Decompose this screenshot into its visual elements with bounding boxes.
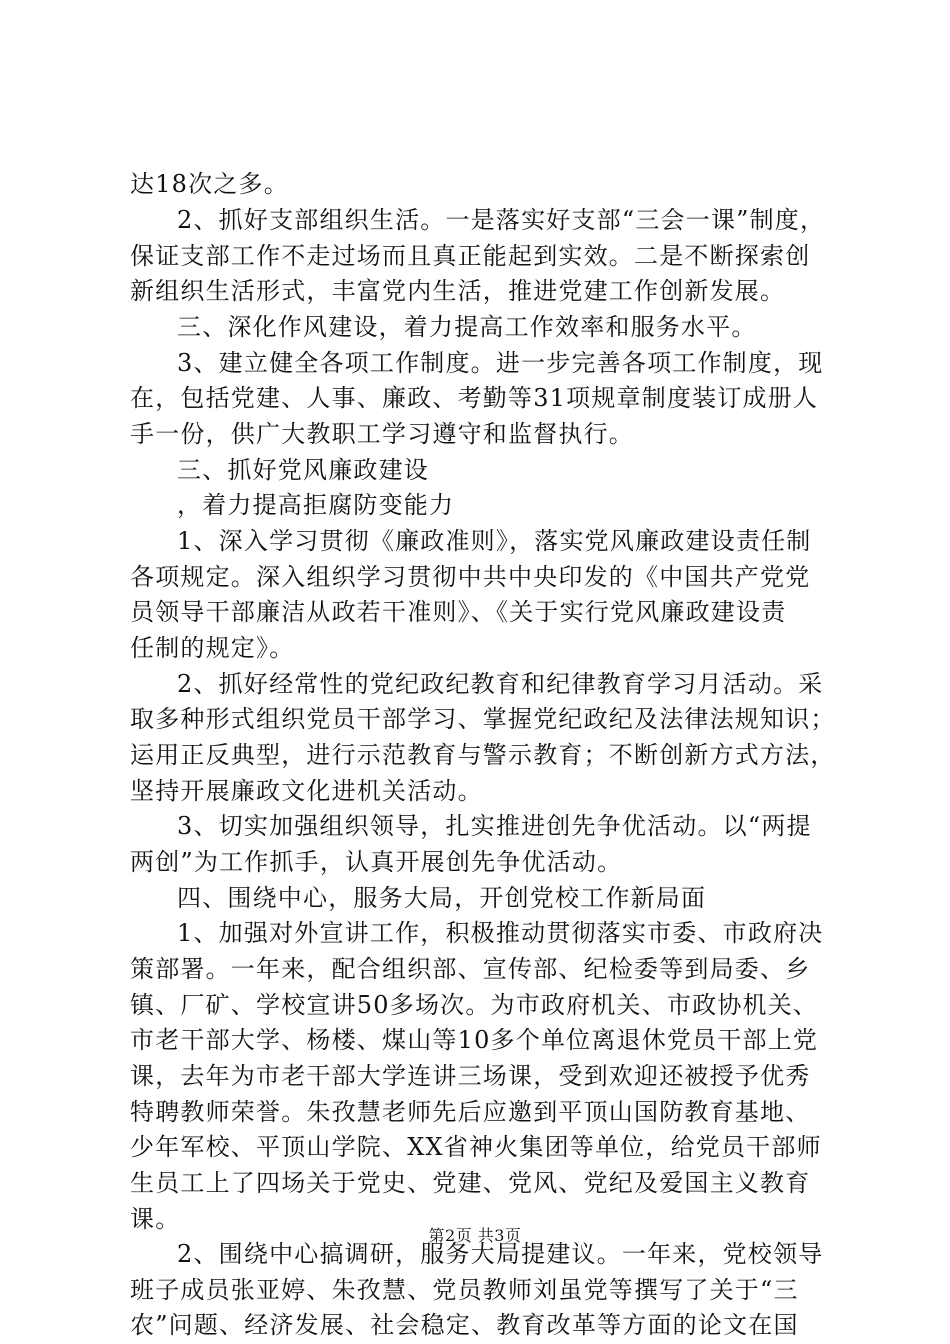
text-line: 员领导干部廉洁从政若干准则》、《关于实行党风廉政建设责 xyxy=(130,598,787,626)
text-line: 新组织生活形式，丰富党内生活，推进党建工作创新发展。 xyxy=(130,277,786,305)
text-line: 2、围绕中心搞调研，服务大局提建议。一年来，党校领导 xyxy=(177,1240,824,1268)
text-line: 课，去年为市老干部大学连讲三场课，受到欢迎还被授予优秀 xyxy=(130,1062,811,1090)
section-heading: 三、抓好党风廉政建设 xyxy=(177,456,429,484)
text-line: 课。 xyxy=(130,1205,181,1233)
text-line: 农”问题、经济发展、社会稳定、教育改革等方面的论文在国 xyxy=(130,1311,799,1339)
text-line: 达18次之多。 xyxy=(130,170,289,198)
text-line: 保证支部工作不走过场而且真正能起到实效。二是不断探索创 xyxy=(130,242,811,270)
text-line: 取多种形式组织党员干部学习、掌握党纪政纪及法律法规知识； xyxy=(130,705,836,733)
text-line: 特聘教师荣誉。朱孜慧老师先后应邀到平顶山国防教育基地、 xyxy=(130,1098,811,1126)
text-line: 生员工上了四场关于党史、党建、党风、党纪及爱国主义教育 xyxy=(130,1169,811,1197)
text-line: 2、抓好经常性的党纪政纪教育和纪律教育学习月活动。采 xyxy=(177,670,824,698)
text-line: 少年军校、平顶山学院、XX省神火集团等单位，给党员干部师 xyxy=(130,1133,822,1161)
text-line: 市老干部大学、杨楼、煤山等10多个单位离退休党员干部上党 xyxy=(130,1026,819,1054)
text-line: 任制的规定》。 xyxy=(130,634,295,662)
text-line: 3、切实加强组织领导，扎实推进创先争优活动。以“两提 xyxy=(177,812,812,840)
section-heading: ，着力提高拒腐防变能力 xyxy=(177,491,455,519)
text-line: 运用正反典型，进行示范教育与警示教育；不断创新方式方法， xyxy=(130,741,836,769)
text-line: 镇、厂矿、学校宣讲50多场次。为市政府机关、市政协机关、 xyxy=(130,991,819,1019)
text-line: 坚持开展廉政文化进机关活动。 xyxy=(130,777,483,805)
text-line: 2、抓好支部组织生活。一是落实好支部“三会一课”制度， xyxy=(177,206,826,234)
section-heading: 四、围绕中心，服务大局，开创党校工作新局面 xyxy=(177,884,707,912)
page-footer: 第2页 共3页 xyxy=(428,1226,522,1245)
text-line: 1、加强对外宣讲工作，积极推动贯彻落实市委、市政府决 xyxy=(177,919,824,947)
section-heading: 三、深化作风建设，着力提高工作效率和服务水平。 xyxy=(177,313,757,341)
text-line: 在，包括党建、人事、廉政、考勤等31项规章制度装订成册人 xyxy=(130,384,819,412)
text-line: 3、建立健全各项工作制度。进一步完善各项工作制度，现 xyxy=(177,349,824,377)
text-line: 1、深入学习贯彻《廉政准则》，落实党风廉政建设责任制 xyxy=(177,527,812,555)
text-line: 两创”为工作抓手，认真开展创先争优活动。 xyxy=(130,848,623,876)
text-line: 班子成员张亚婷、朱孜慧、党员教师刘虽党等撰写了关于“三 xyxy=(130,1276,799,1304)
text-line: 策部署。一年来，配合组织部、宣传部、纪检委等到局委、乡 xyxy=(130,955,811,983)
text-line: 手一份，供广大教职工学习遵守和监督执行。 xyxy=(130,420,634,448)
text-line: 各项规定。深入组织学习贯彻中共中央印发的《中国共产党党 xyxy=(130,563,811,591)
